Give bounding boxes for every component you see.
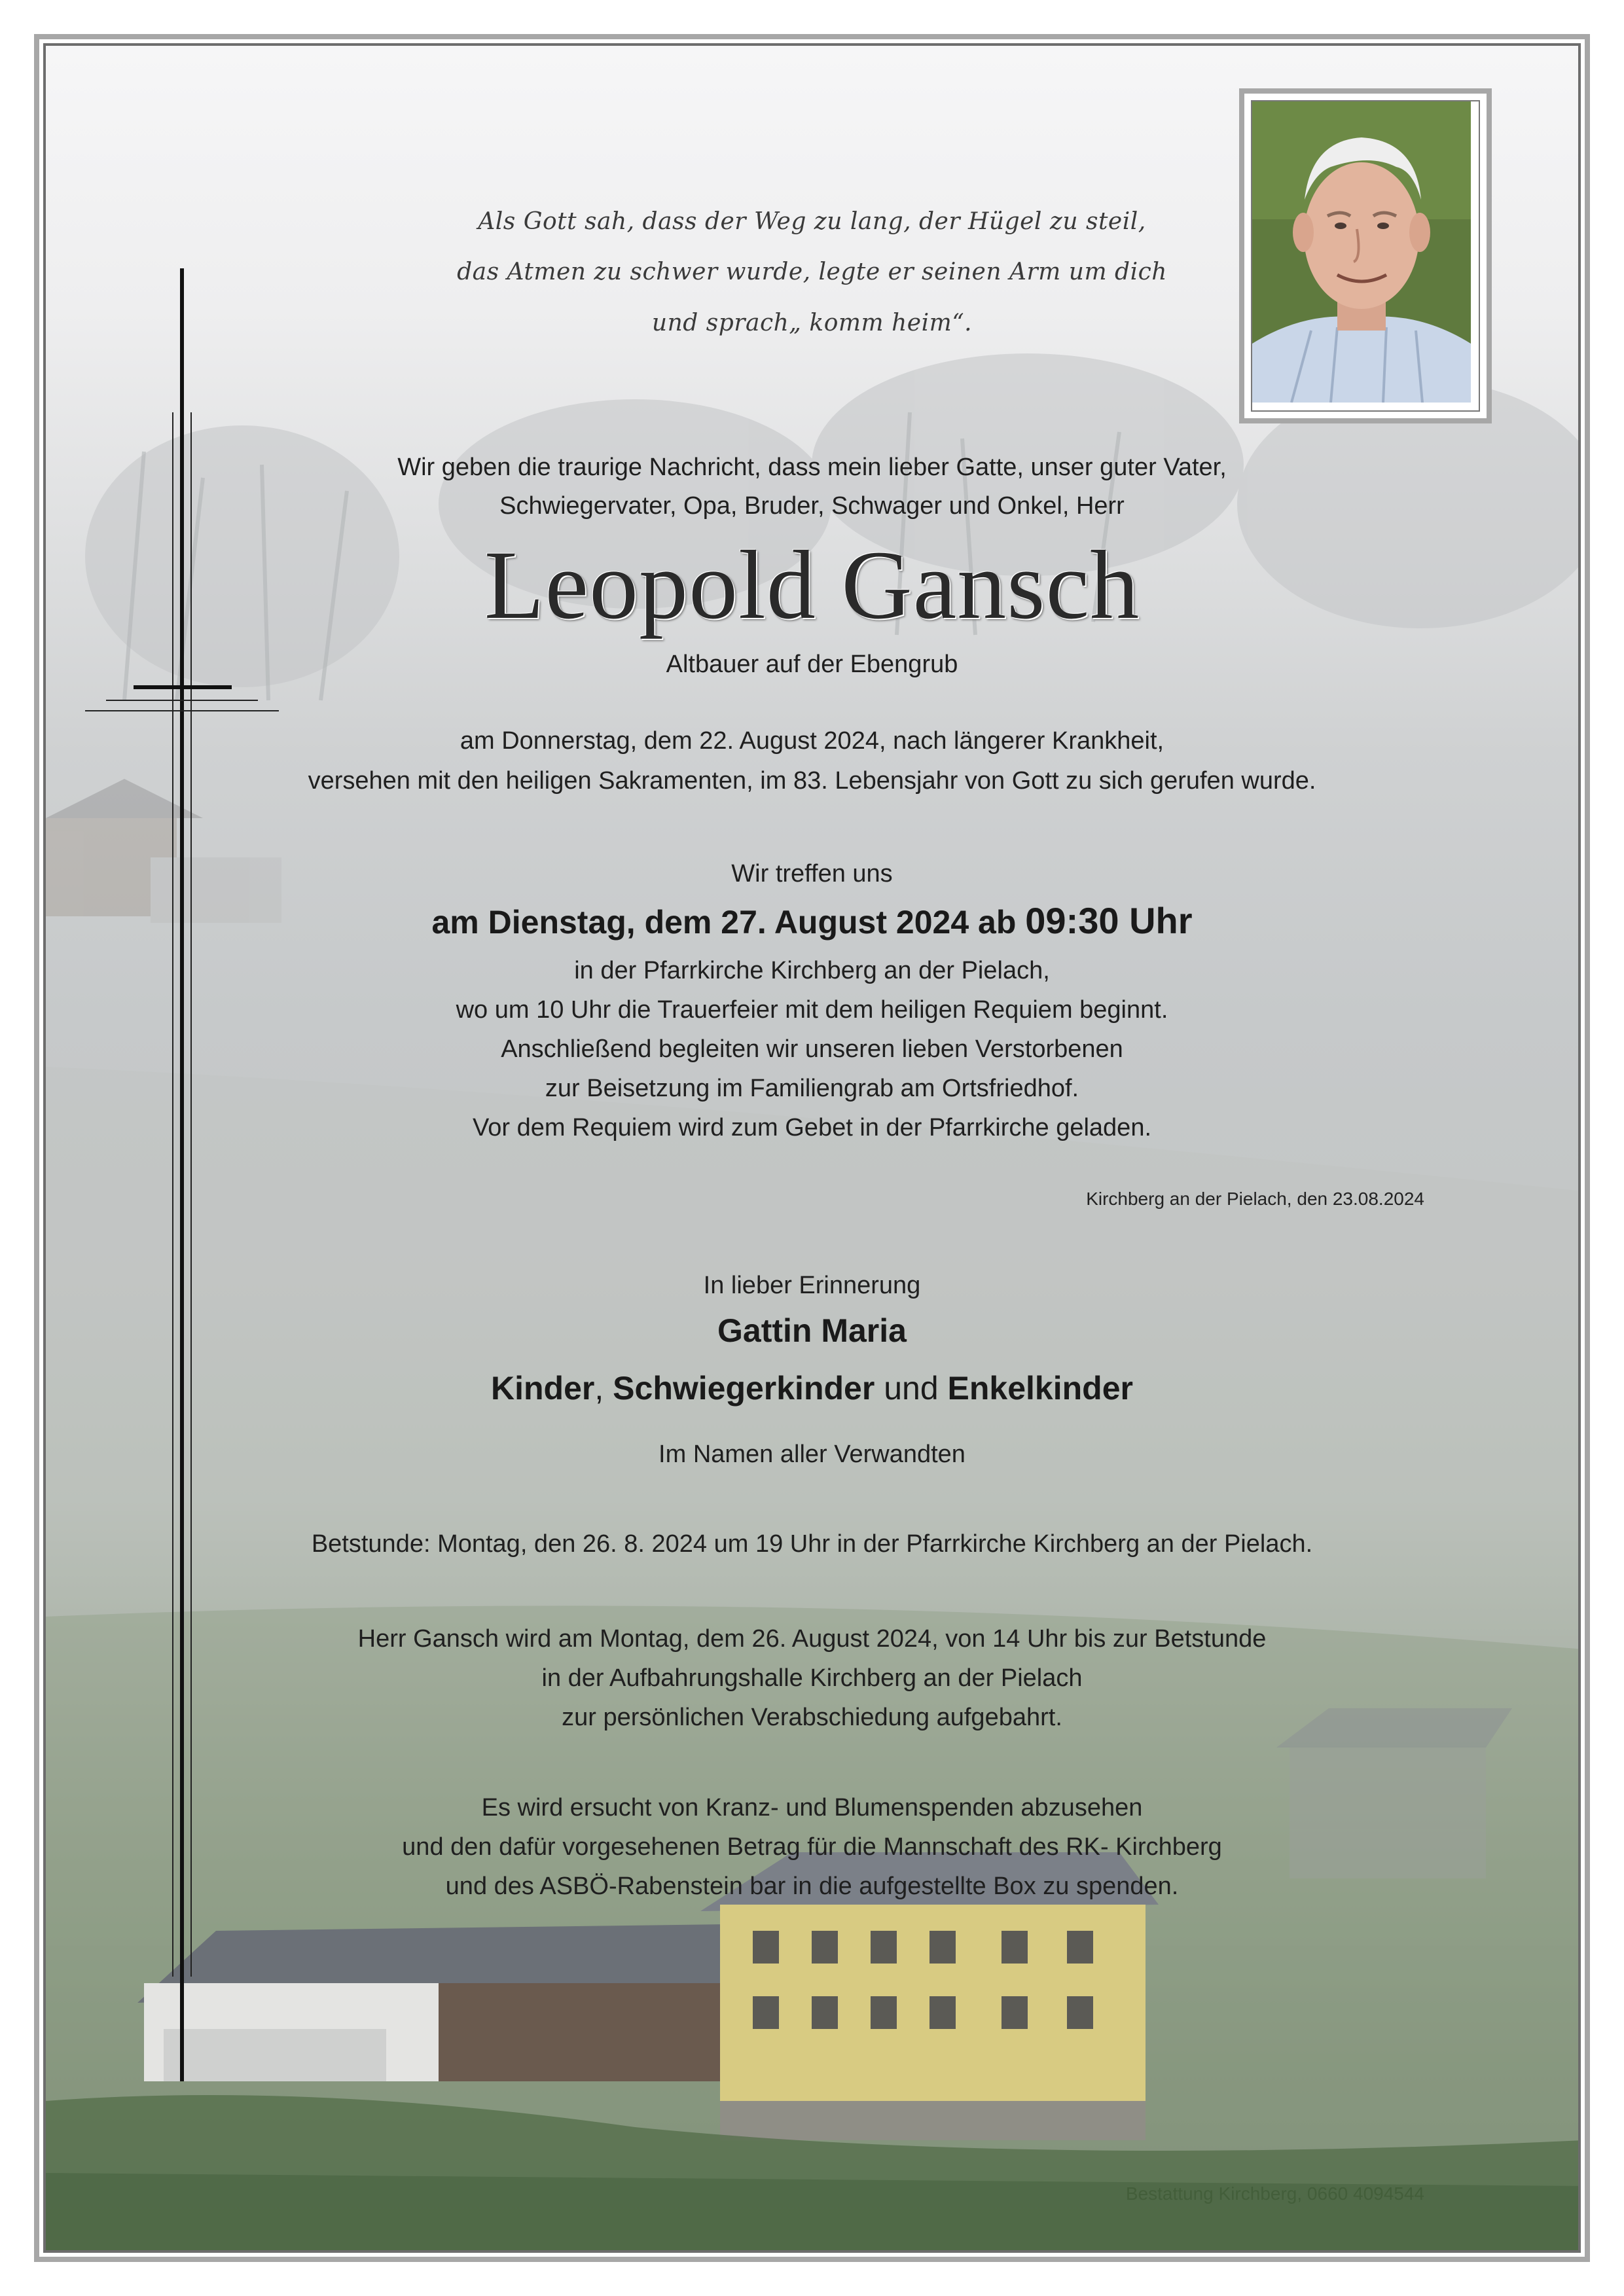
mourners-relatives: Im Namen aller Verwandten xyxy=(659,1441,965,1468)
prayer-hour: Betstunde: Montag, den 26. 8. 2024 um 19 Uhr in der Pfarrkirche Kirchberg an der Pielach. xyxy=(311,1530,1313,1558)
viewing-line-3: zur persönlichen Verabschiedung aufgebahrt. xyxy=(562,1704,1062,1731)
death-line-2: versehen mit den heiligen Sakramenten, im 83. Lebensjahr von Gott zu sich gerufen wurde. xyxy=(308,767,1316,795)
funeral-line-3: Anschließend begleiten wir unseren lieben Verstorbenen xyxy=(501,1035,1123,1063)
mourners-enkelkinder: Enkelkinder xyxy=(947,1370,1133,1407)
mourners-schwiegerkinder: Schwiegerkinder xyxy=(613,1370,875,1407)
funeral-line-4: zur Beisetzung im Familiengrab am Ortsfriedhof. xyxy=(545,1075,1079,1102)
poem-line-3: und sprach„ komm heim“. xyxy=(651,310,973,336)
funeral-date-text: am Dienstag, dem 27. August 2024 ab xyxy=(431,904,1026,941)
intro-line-2: Schwiegervater, Opa, Bruder, Schwager und Onkel, Herr xyxy=(499,492,1125,520)
funeral-line-1: in der Pfarrkirche Kirchberg an der Pielach, xyxy=(574,957,1050,984)
donation-line-3: und des ASBÖ-Rabenstein bar in die aufgestellte Box zu spenden. xyxy=(445,1873,1179,1900)
funeral-date xyxy=(0,898,1624,945)
portrait-photo xyxy=(1239,88,1492,423)
mourners-spouse: Gattin Maria xyxy=(717,1312,907,1349)
funeral-line-2: wo um 10 Uhr die Trauerfeier mit dem heiligen Requiem beginnt. xyxy=(456,996,1168,1024)
viewing-line-2: in der Aufbahrungshalle Kirchberg an der Pielach xyxy=(541,1664,1083,1692)
mourners-family xyxy=(0,1369,1624,1407)
deceased-subtitle: Altbauer auf der Ebengrub xyxy=(666,651,958,678)
mourners-comma: , xyxy=(594,1370,613,1407)
death-line-1: am Donnerstag, dem 22. August 2024, nach längerer Krankheit, xyxy=(460,727,1164,755)
deceased-name: Leopold Gansch xyxy=(484,531,1140,639)
mourners-kinder: Kinder xyxy=(491,1370,595,1407)
mourners-und: und xyxy=(875,1370,948,1407)
undertaker-footer: Bestattung Kirchberg, 0660 4094544 xyxy=(1125,2183,1424,2204)
donation-line-2: und den dafür vorgesehenen Betrag für die Mannschaft des RK- Kirchberg xyxy=(402,1833,1222,1861)
mourners-intro: In lieber Erinnerung xyxy=(703,1272,921,1299)
poem-line-2: das Atmen zu schwer wurde, legte er seinen Arm um dich xyxy=(457,259,1167,285)
donation-line-1: Es wird ersucht von Kranz- und Blumenspenden abzusehen xyxy=(481,1794,1143,1821)
viewing-line-1: Herr Gansch wird am Montag, dem 26. August 2024, von 14 Uhr bis zur Betstunde xyxy=(357,1625,1267,1653)
funeral-time: 09:30 Uhr xyxy=(1025,900,1193,941)
portrait-image xyxy=(1252,101,1471,403)
intro-line-1: Wir geben die traurige Nachricht, dass mein lieber Gatte, unser guter Vater, xyxy=(397,454,1227,481)
poem-line-1: Als Gott sah, dass der Weg zu lang, der Hügel zu steil, xyxy=(478,208,1146,235)
place-date: Kirchberg an der Pielach, den 23.08.2024 xyxy=(1086,1189,1424,1209)
funeral-meet: Wir treffen uns xyxy=(731,860,893,888)
funeral-line-5: Vor dem Requiem wird zum Gebet in der Pfarrkirche geladen. xyxy=(472,1114,1152,1141)
